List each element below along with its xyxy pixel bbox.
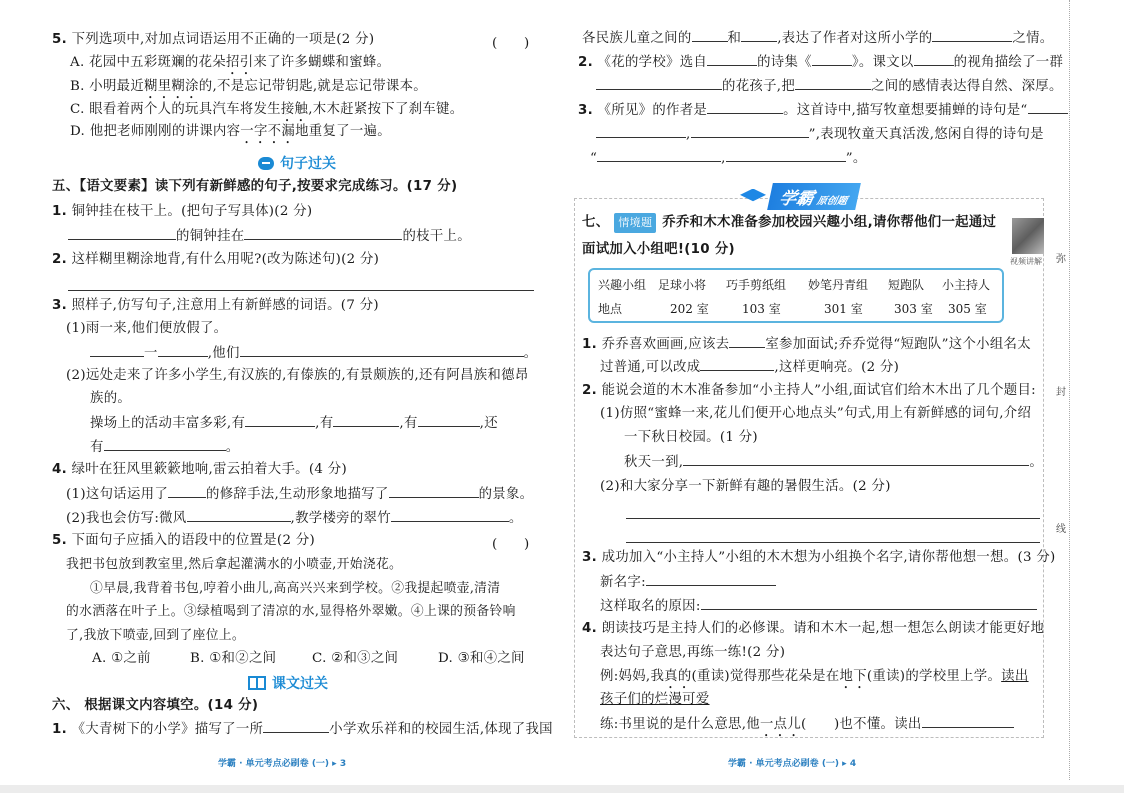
qr-code[interactable]	[1012, 218, 1044, 254]
blank-field[interactable]	[263, 719, 329, 733]
blank-field[interactable]	[104, 437, 226, 451]
section-5-title: 五、【语文要素】读下列有新鲜感的句子,按要求完成练习。(17 分)	[52, 179, 458, 194]
blank-field[interactable]	[932, 28, 1012, 42]
blank-field[interactable]	[922, 714, 1014, 728]
seal-line	[1069, 0, 1070, 780]
q3-s2-example-cont: 族的。	[90, 391, 132, 406]
bottom-strip	[0, 785, 1124, 793]
q1-answer-line: 的铜钟挂在 的枝干上。	[68, 226, 471, 247]
table-header-row: 兴趣小组 足球小将 巧手剪纸组 妙笔丹青组 短跑队 小主持人	[598, 278, 991, 292]
q5-option-a[interactable]: A. ①之前	[92, 651, 151, 666]
left-page	[0, 0, 560, 793]
answer-line[interactable]	[626, 505, 1040, 519]
book-icon	[248, 676, 266, 690]
table-row: 地点 202 室 103 室 301 室 303 室 305 室	[598, 302, 987, 316]
blank-field[interactable]	[389, 484, 479, 498]
sec7-q2-s1-answer: 秋天一到, 。	[624, 452, 1043, 473]
blank-field[interactable]	[418, 413, 480, 427]
sec6-q3-cont: , ”,表现牧童天真活泼,悠闲自得的诗句是	[596, 124, 1044, 145]
passage-line: 了,我放下喷壶,回到了座位上。	[66, 628, 245, 643]
passage-line: ①早晨,我背着书包,哼着小曲儿,高高兴兴来到学校。②我提起喷壶,清清	[90, 581, 501, 596]
sec6-q3-cont2: “ , ”。	[590, 148, 867, 169]
original-question-banner: 学霸 原创题	[740, 183, 858, 210]
q4-s1: (1)这句话运用了 的修辞手法,生动形象地描写了 的景象。	[66, 484, 533, 505]
sec7-q2-s1-cont: 一下秋日校园。(1 分)	[624, 430, 758, 445]
sec7-q4-cont: 表达句子意思,再练一练!(2 分)	[600, 645, 786, 660]
answer-line[interactable]	[626, 529, 1040, 543]
new-name-field: 新名字:	[600, 572, 776, 593]
q2-stem: 2. 这样糊里糊涂地背,有什么用呢?(改为陈述句)(2 分)	[52, 252, 380, 267]
q5-option-c[interactable]: C. ②和③之间	[312, 651, 399, 666]
qr-label: 视频讲解	[1010, 257, 1042, 266]
blank-field[interactable]	[795, 76, 871, 90]
interest-group-table	[588, 268, 1004, 323]
section-6-title: 六、 根据课文内容填空。(14 分)	[52, 698, 259, 713]
q1-stem: 1. 铜钟挂在枝干上。(把句子写具体)(2 分)	[52, 204, 313, 219]
blank-field[interactable]	[707, 52, 757, 66]
section-header-text: 课文过关	[248, 673, 328, 693]
blank-field[interactable]	[597, 148, 721, 162]
sec6-q1: 1. 《大青树下的小学》描写了一所 小学欢乐祥和的校园生活,体现了我国	[52, 719, 553, 740]
page-footer: 学霸 · 单元考点必刷卷 (一) ▸ 4	[728, 759, 857, 769]
blank-field[interactable]	[691, 124, 809, 138]
option-b: B. 小明最近糊里糊涂的,不是忘记带钥匙,就是忘记带课本。	[70, 79, 427, 94]
blank-field[interactable]	[333, 413, 399, 427]
blank-field[interactable]	[168, 484, 206, 498]
q3-stem: 3. 照样子,仿写句子,注意用上有新鲜感的词语。(7 分)	[52, 298, 379, 313]
blank-field[interactable]	[391, 508, 509, 522]
page-footer: 学霸 · 单元考点必刷卷 (一) ▸ 3	[218, 759, 347, 769]
right-page	[560, 0, 1124, 793]
option-a: A. 花园中五彩斑斓的花朵招引来了许多蝴蝶和蜜蜂。	[70, 55, 391, 70]
blank-field[interactable]	[90, 343, 144, 357]
passage-line: 的水洒落在叶子上。③绿植喝到了清凉的水,显得格外翠嫩。④上课的预备铃响	[66, 604, 516, 619]
q5-option-b[interactable]: B. ①和②之间	[190, 651, 277, 666]
blank-field[interactable]	[741, 28, 777, 42]
blank-field[interactable]	[812, 52, 852, 66]
seal-mark: 封	[1056, 387, 1066, 398]
sec7-q2-s2: (2)和大家分享一下新鲜有趣的暑假生活。(2 分)	[600, 479, 891, 494]
sec6-q1-cont: 各民族儿童之间的 和 ,表达了作者对这所小学的 之情。	[582, 28, 1053, 49]
question-5-stem: 5. 下列选项中,对加点词语运用不正确的一项是(2 分)	[52, 32, 375, 47]
blank-field[interactable]	[187, 508, 291, 522]
blank-field[interactable]	[683, 452, 1029, 466]
scenario-tag: 情境题	[614, 213, 656, 233]
answer-paren[interactable]: ( )	[492, 537, 530, 552]
section-header-sentence: 句子过关	[258, 153, 336, 173]
q3-s2-answer: 操场上的活动丰富多彩,有 ,有 ,有 ,还	[90, 413, 498, 434]
answer-paren[interactable]: ( )	[801, 717, 840, 732]
answer-paren[interactable]: ( )	[492, 36, 530, 51]
example-line: 例:妈妈,我真的(重读)觉得那些花朵是在地下(重读)的学校里上学。读出	[600, 669, 1029, 684]
q2-answer-line[interactable]	[68, 277, 534, 291]
sec7-q2-s1: (1)仿照“蜜蜂一来,花儿们便开心地点头”句式,用上有新鲜感的词句,介绍	[600, 406, 1032, 421]
blank-field[interactable]	[692, 28, 728, 42]
sec7-q1-cont: 过普通,可以改成 ,这样更响亮。(2 分)	[600, 357, 899, 378]
sec6-q3: 3. 《所见》的作者是 。这首诗中,描写牧童想要捕蝉的诗句是“	[578, 100, 1068, 121]
seal-mark: 线	[1056, 524, 1066, 535]
sec7-q4: 4. 朗读技巧是主持人们的必修课。请和木木一起,想一想怎么朗读才能更好地	[582, 621, 1045, 636]
seal-mark: 弥	[1056, 254, 1066, 265]
blank-field[interactable]	[240, 343, 524, 357]
blank-field[interactable]	[244, 226, 402, 240]
q4-s2: (2)我也会仿写:微风 ,教学楼旁的翠竹 。	[66, 508, 523, 529]
speech-bubble-icon	[258, 157, 274, 170]
blank-field[interactable]	[1028, 100, 1068, 114]
sec6-q2: 2. 《花的学校》选自 的诗集《 》。课文以 的视角描绘了一群	[578, 52, 1063, 73]
sec7-q2: 2. 能说会道的木木准备参加“小主持人”小组,面试官们给木木出了几个题目:	[582, 383, 1036, 398]
sec6-q2-cont: 的花孩子,把 之间的感情表达得自然、深厚。	[596, 76, 1063, 97]
sec7-q3: 3. 成功加入“小主持人”小组的木木想为小组换个名字,请你帮他想一想。(3 分)	[582, 550, 1056, 565]
sec7-q1: 1. 乔乔喜欢画画,应该去 室参加面试;乔乔觉得“短跑队”这个小组名太	[582, 334, 1031, 355]
blank-field[interactable]	[596, 124, 686, 138]
insert-sentence: 我把书包放到教室里,然后拿起灌满水的小喷壶,开始浇花。	[66, 557, 403, 572]
q5-option-d[interactable]: D. ③和④之间	[438, 651, 525, 666]
q3-s2-answer-cont: 有 。	[90, 437, 239, 458]
q3-s1-example: (1)雨一来,他们便放假了。	[66, 321, 228, 336]
section-7-title-cont: 面试加入小组吧!(10 分)	[582, 242, 735, 257]
q4-stem: 4. 绿叶在狂风里簌簌地响,雷云拍着大手。(4 分)	[52, 462, 347, 477]
option-c: C. 眼看着两个人的玩具汽车将发生接触,木木赶紧按下了刹车键。	[70, 102, 464, 117]
blank-field[interactable]	[245, 413, 315, 427]
blank-field[interactable]	[729, 334, 765, 348]
blank-field[interactable]	[158, 343, 208, 357]
blank-field[interactable]	[701, 596, 1037, 610]
section-7-title: 七、 情境题 乔乔和木木准备参加校园兴趣小组,请你帮他们一起通过	[582, 213, 996, 233]
reason-field: 这样取名的原因:	[600, 596, 1037, 617]
blank-field[interactable]	[914, 52, 954, 66]
blank-field[interactable]	[68, 226, 176, 240]
blank-field[interactable]	[596, 76, 722, 90]
blank-field[interactable]	[726, 148, 846, 162]
q3-s2-example: (2)远处走来了许多小学生,有汉族的,有傣族的,有景颇族的,还有阿昌族和德昂	[66, 368, 529, 383]
option-d: D. 他把老师刚刚的讲课内容一字不漏地重复了一遍。	[70, 124, 391, 139]
q5-stem: 5. 下面句子应插入的语段中的位置是(2 分)	[52, 533, 316, 548]
example-underlined: 孩子们的烂漫可爱	[600, 692, 710, 707]
blank-field[interactable]	[700, 357, 774, 371]
graduation-cap-icon	[740, 189, 766, 205]
q3-s1-answer: 一 ,他们 。	[90, 343, 537, 364]
blank-field[interactable]	[646, 572, 776, 586]
blank-field[interactable]	[707, 100, 783, 114]
practice-line: 练:书里说的是什么意思,他一点儿( )也不懂。读出	[600, 714, 1014, 740]
